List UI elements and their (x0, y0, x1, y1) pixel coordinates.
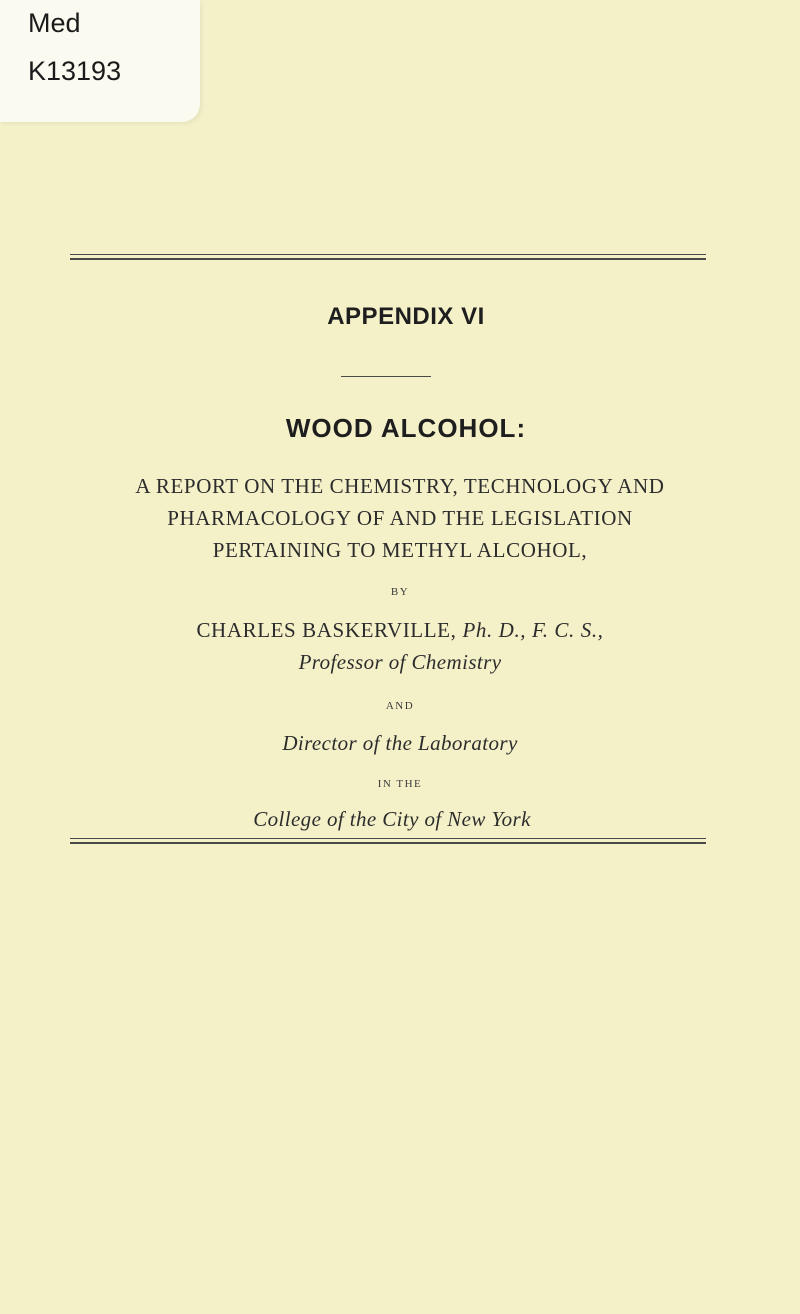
author-position-professor: Professor of Chemistry (298, 650, 502, 674)
subtitle-line-2: PHARMACOLOGY OF AND THE LEGISLATION (167, 506, 633, 530)
subtitle-line-1: A REPORT ON THE CHEMISTRY, TECHNOLOGY AND (135, 474, 665, 498)
library-label (0, 0, 200, 122)
label-call-number: K13193 (28, 56, 122, 86)
and-label: AND (385, 700, 415, 712)
author-credentials: Ph. D., F. C. S., (462, 618, 604, 642)
author-position-director: Director of the Laboratory (282, 731, 518, 755)
by-label: BY (390, 586, 410, 598)
appendix-heading: APPENDIX VI (327, 303, 485, 330)
short-divider (341, 376, 431, 377)
in-the-label: IN THE (377, 778, 423, 790)
author-name: CHARLES BASKERVILLE, (196, 618, 457, 642)
bottom-double-rule (70, 838, 706, 844)
subtitle-line-3: PERTAINING TO METHYL ALCOHOL, (212, 538, 588, 562)
label-collection: Med (28, 8, 81, 38)
document-title: WOOD ALCOHOL: (285, 413, 527, 443)
institution-name: College of the City of New York (253, 807, 531, 831)
top-double-rule (70, 254, 706, 260)
author-line (0, 618, 800, 643)
